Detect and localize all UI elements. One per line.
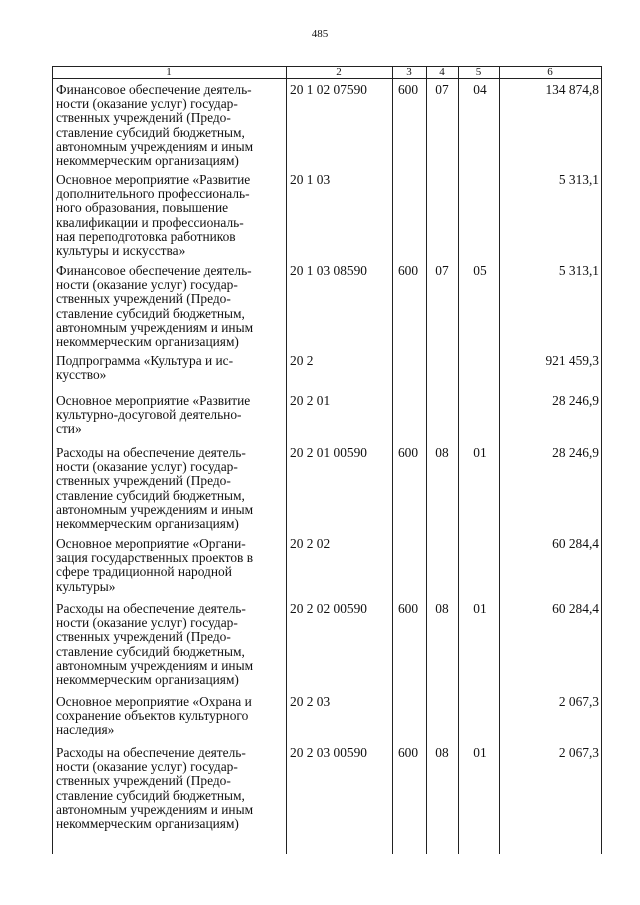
table-header-border	[52, 78, 601, 79]
row-name: Расходы на обеспечение деятель- ности (оказание услуг) государ- ственных учреждений (Предо- ставление субсидий бюджетным, автономным учреждениям и иным некоммерческим организациям)	[56, 445, 254, 532]
row-amount: 5 313,1	[558, 172, 599, 187]
row-col4: 08	[435, 601, 449, 616]
page-number: 485	[311, 28, 329, 40]
column-header-1: 1	[166, 66, 172, 78]
table-left-border	[52, 66, 53, 854]
row-code: 20 1 03	[290, 172, 331, 187]
row-code: 20 2	[290, 353, 314, 368]
row-name: Расходы на обеспечение деятель- ности (оказание услуг) государ- ственных учреждений (Предо- ставление субсидий бюджетным, автономным учреждениям и иным некоммерческим организациям)	[56, 745, 254, 832]
row-col3: 600	[397, 445, 419, 460]
row-col3: 600	[397, 601, 419, 616]
row-col5: 01	[473, 601, 487, 616]
row-col4: 07	[435, 263, 449, 278]
column-header-6: 6	[547, 66, 553, 78]
row-amount: 60 284,4	[552, 536, 599, 551]
column-header-5: 5	[475, 66, 482, 78]
row-name: Финансовое обеспечение деятель- ности (оказание услуг) государ- ственных учреждений (Предо- ставление субсидий бюджетным, автономным учреждениям и иным некоммерческим организациям)	[56, 82, 254, 169]
row-code: 20 1 03 08590	[290, 263, 367, 278]
row-amount: 2 067,3	[558, 745, 599, 760]
row-code: 20 2 01	[290, 393, 331, 408]
row-col4: 07	[435, 82, 449, 97]
row-col3: 600	[397, 745, 419, 760]
row-name: Основное мероприятие «Развитие дополнительного профессиональ- ного образования, повышение квалификации и профессиональ- ная переподготовка работников культуры и искусства»	[56, 172, 251, 259]
row-name: Основное мероприятие «Органи- зация государственных проектов в сфере традиционной народной культуры»	[56, 536, 254, 594]
row-code: 20 2 03 00590	[290, 745, 367, 760]
table-right-border	[601, 66, 602, 854]
row-col3: 600	[397, 263, 419, 278]
row-col5: 01	[473, 445, 487, 460]
column-header-4: 4	[439, 66, 445, 78]
row-name: Основное мероприятие «Развитие культурно-досуговой деятельно- сти»	[56, 393, 251, 437]
row-col4: 08	[435, 445, 449, 460]
row-col5: 05	[473, 263, 487, 278]
column-divider-1	[286, 66, 287, 854]
column-divider-4	[458, 66, 459, 854]
row-name: Расходы на обеспечение деятель- ности (оказание услуг) государ- ственных учреждений (Предо- ставление субсидий бюджетным, автономным учреждениям и иным некоммерческим организациям)	[56, 601, 254, 688]
row-name: Подпрограмма «Культура и ис- кусство»	[56, 353, 234, 383]
row-name: Основное мероприятие «Охрана и сохранение объектов культурного наследия»	[56, 694, 252, 738]
row-amount: 60 284,4	[552, 601, 599, 616]
row-code: 20 2 02	[290, 536, 331, 551]
row-code: 20 2 03	[290, 694, 331, 709]
row-name: Финансовое обеспечение деятель- ности (оказание услуг) государ- ственных учреждений (Предо- ставление субсидий бюджетным, автономным учреждениям и иным некоммерческим организациям)	[56, 263, 254, 350]
row-amount: 28 246,9	[552, 445, 599, 460]
row-code: 20 1 02 07590	[290, 82, 367, 97]
column-header-3: 3	[406, 66, 412, 78]
row-amount: 5 313,1	[558, 263, 599, 278]
row-amount: 28 246,9	[552, 393, 599, 408]
row-col3: 600	[397, 82, 419, 97]
row-col5: 04	[473, 82, 487, 97]
row-amount: 134 874,8	[545, 82, 599, 97]
column-divider-3	[426, 66, 427, 854]
column-header-2: 2	[336, 66, 342, 78]
row-code: 20 2 01 00590	[290, 445, 367, 460]
row-code: 20 2 02 00590	[290, 601, 367, 616]
row-amount: 921 459,3	[545, 353, 599, 368]
row-amount: 2 067,3	[558, 694, 599, 709]
row-col5: 01	[473, 745, 487, 760]
row-col4: 08	[435, 745, 449, 760]
